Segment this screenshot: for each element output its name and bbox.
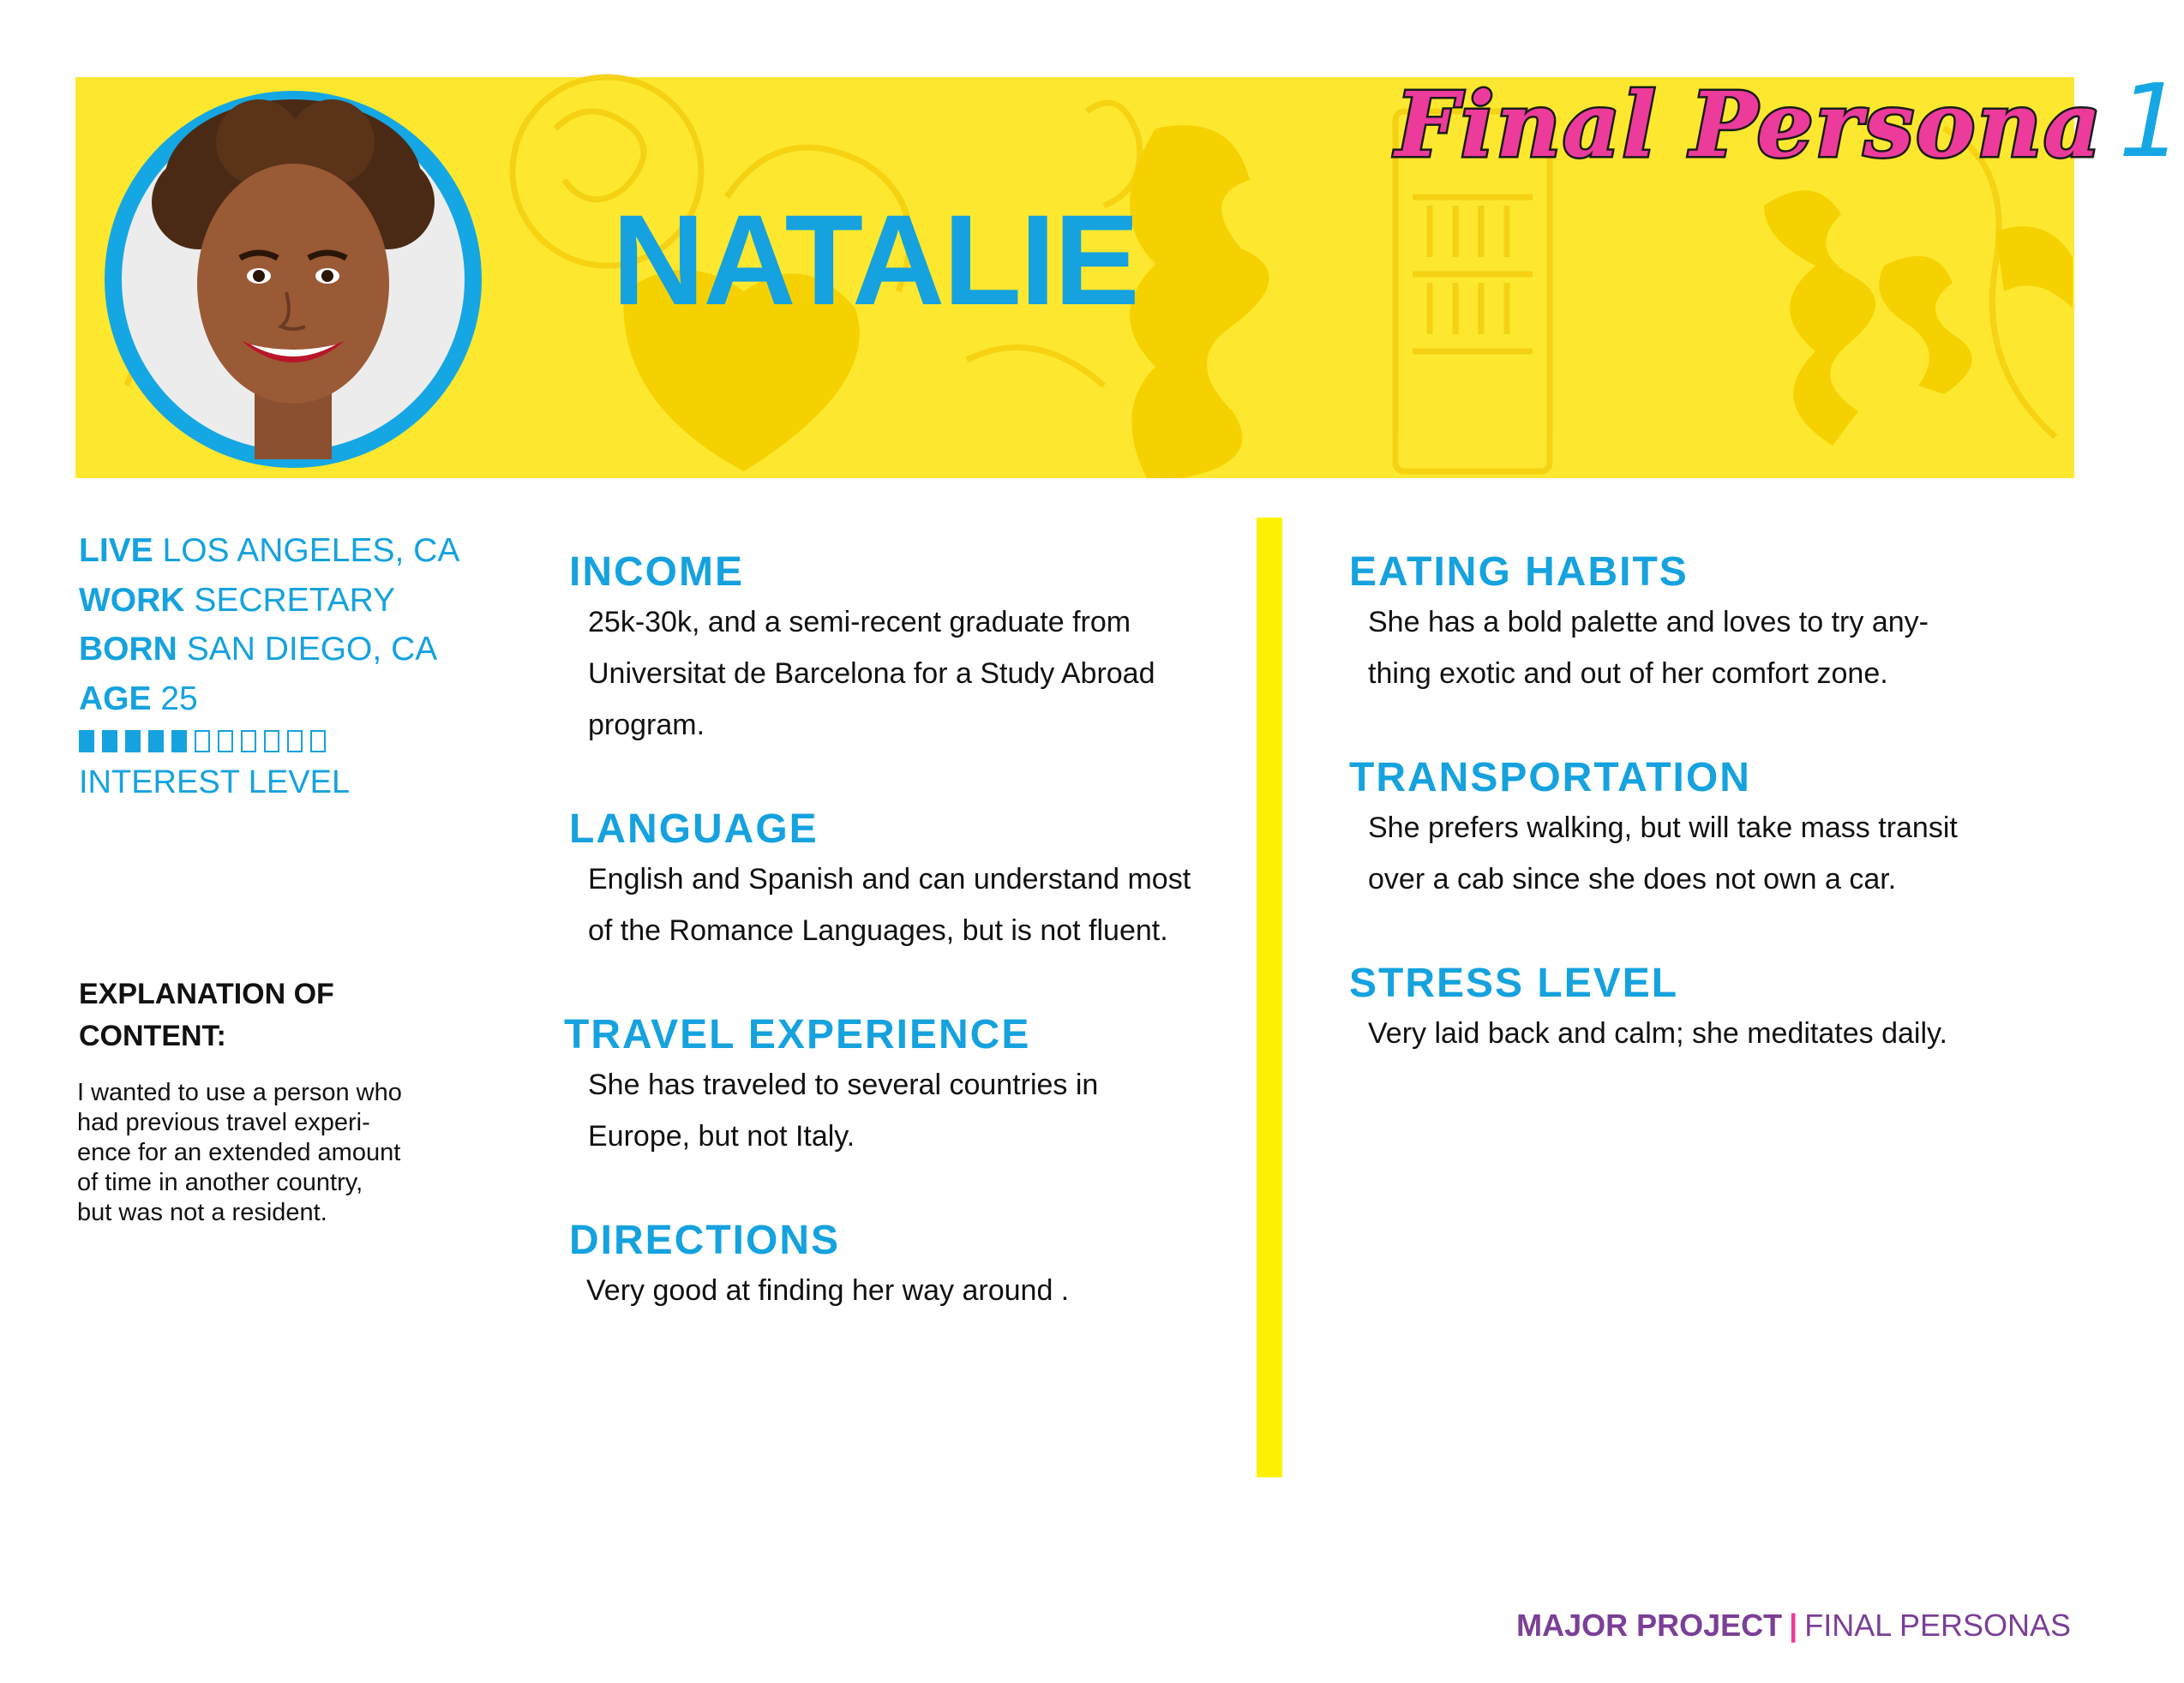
explanation-line: had previous travel experi- [77,1109,370,1136]
interest-box-filled [125,730,141,752]
section-body [588,596,1155,751]
fact-age [79,674,459,724]
persona-title [1395,62,2184,180]
section-body [1368,596,1929,699]
section-line: She prefers walking, but will take mass transit [1368,812,1958,844]
interest-box-empty [218,730,233,752]
section-body [586,1265,1069,1316]
footer-section: FINAL PERSONAS [1804,1608,2071,1643]
explanation-body [77,1078,446,1228]
explanation-line: I wanted to use a person who [77,1079,402,1106]
footer-separator: | [1789,1608,1798,1643]
interest-box-empty [241,730,256,752]
section-line: over a cab since she does not own a car. [1368,863,1897,895]
fact-work [79,576,459,626]
section-heading: LANGUAGE [569,806,819,852]
section-body [588,853,1191,956]
interest-level-label: INTEREST LEVEL [79,764,351,800]
section-heading: TRANSPORTATION [1349,755,1751,800]
fact-key: LIVE [79,532,153,569]
interest-box-filled [79,730,94,752]
interest-box-filled [148,730,164,752]
section-line: Universitat de Barcelona for a Study Abroad [588,657,1155,690]
section-heading: INCOME [569,549,744,595]
fact-value: SECRETARY [194,581,396,619]
fact-key: AGE [79,680,152,717]
fact-value: SAN DIEGO, CA [186,631,438,668]
page-footer [1516,1608,2071,1644]
fact-value: 25 [160,680,198,717]
persona-name: NATALIE [612,188,1138,332]
explanation-line: ence for an extended amount [77,1139,401,1166]
fact-key: WORK [79,581,185,619]
explanation-title: EXPLANATION OF CONTENT: [79,978,334,1052]
portrait-image [122,108,465,451]
section-line: Europe, but not Italy. [588,1120,855,1153]
section-heading: DIRECTIONS [569,1218,841,1263]
section-body [1368,1008,1947,1059]
fact-key: BORN [79,631,177,668]
section-body [1368,802,1958,905]
interest-box-empty [264,730,279,752]
section-line: She has a bold palette and loves to try any- [1368,606,1929,638]
interest-box-empty [287,730,303,752]
section-heading: EATING HABITS [1349,549,1689,595]
fact-live [79,526,459,576]
persona-title-text: Final Persona [1395,72,2103,177]
explanation-line: of time in another country, [77,1169,363,1196]
section-income [569,548,1155,751]
section-travel-experience [564,1011,1098,1162]
section-heading: TRAVEL EXPERIENCE [564,1012,1031,1057]
explanation-line: but was not a resident. [77,1199,327,1226]
interest-box-filled [171,730,187,752]
section-directions [569,1217,1069,1316]
column-divider [1257,518,1282,1477]
section-line: program. [588,709,705,741]
interest-meter [79,730,350,752]
interest-box-filled [102,730,117,752]
section-line: of the Romance Languages, but is not fluent. [588,914,1168,947]
persona-facts [79,526,459,723]
section-eating-habits [1349,548,1929,699]
section-body [588,1059,1098,1162]
section-transportation [1349,754,1958,905]
fact-value: LOS ANGELES, CA [162,532,460,569]
section-language [569,806,1191,956]
section-line: thing exotic and out of her comfort zone. [1368,657,1888,690]
section-line: Very laid back and calm; she meditates daily. [1368,1017,1947,1050]
persona-number: 1 [2118,62,2184,180]
interest-box-empty [195,730,210,752]
interest-level [79,730,350,801]
section-stress-level [1349,960,1947,1059]
avatar [105,91,482,468]
section-line: She has traveled to several countries in [588,1069,1099,1101]
footer-project: MAJOR PROJECT [1516,1608,1783,1643]
section-heading: STRESS LEVEL [1349,961,1679,1006]
interest-box-empty [310,730,326,752]
section-line: 25k-30k, and a semi-recent graduate from [588,606,1131,638]
fact-born [79,625,459,674]
section-line: Very good at finding her way around . [586,1274,1070,1307]
section-line: English and Spanish and can understand most [588,863,1191,895]
